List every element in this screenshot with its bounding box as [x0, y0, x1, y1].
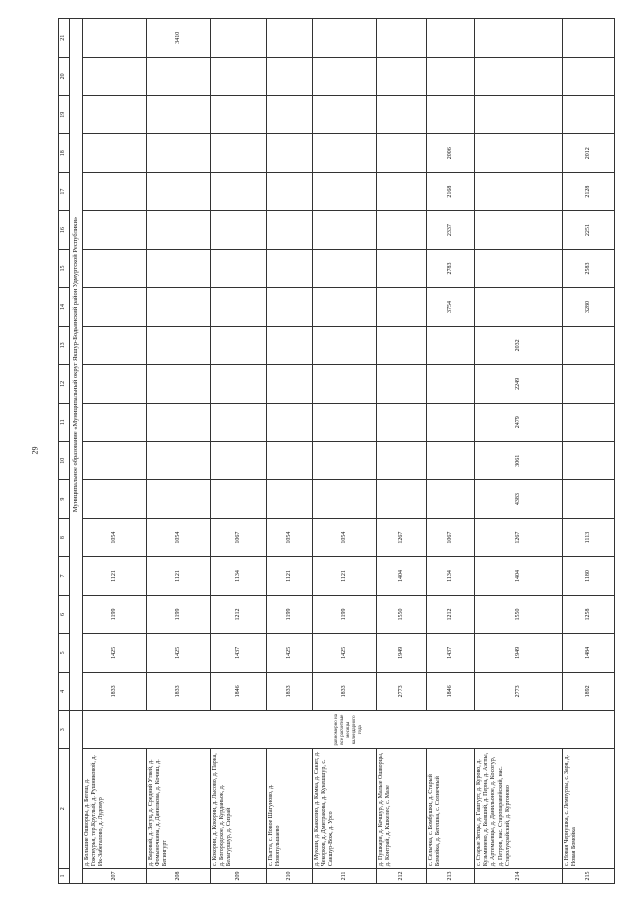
value-cell-col-18 — [267, 134, 313, 172]
value-cell-col-11 — [267, 403, 313, 441]
value-cell-col-18 — [475, 134, 563, 172]
value-cell-col-15: 2583 — [563, 249, 615, 287]
value-cell-col-11 — [427, 403, 475, 441]
column-number-8: 8 — [59, 518, 70, 556]
value-cell-col-6: 1550 — [377, 595, 427, 633]
value-cell-col-7: 1121 — [147, 557, 211, 595]
row-id: 208 — [147, 869, 211, 884]
value-cell-col-10 — [267, 441, 313, 479]
value-cell-col-13 — [427, 326, 475, 364]
value-cell-col-8: 1113 — [563, 518, 615, 556]
table-row — [83, 19, 147, 884]
value-cell-col-7: 1121 — [267, 557, 313, 595]
row-id: 215 — [563, 869, 615, 884]
value-cell-col-11 — [147, 403, 211, 441]
value-cell-col-21 — [211, 19, 267, 58]
tariff-table — [58, 18, 615, 884]
value-cell-col-18 — [377, 134, 427, 172]
value-cell-col-13 — [563, 326, 615, 364]
value-cell-col-11: 2479 — [475, 403, 563, 441]
value-cell-col-8: 1054 — [147, 518, 211, 556]
value-cell-col-9 — [211, 480, 267, 518]
value-cell-col-17 — [313, 172, 377, 210]
value-cell-col-13 — [83, 326, 147, 364]
header-row — [59, 19, 70, 884]
value-cell-col-12 — [313, 365, 377, 403]
value-cell-col-4: 1833 — [267, 672, 313, 710]
value-cell-col-14 — [377, 288, 427, 326]
value-cell-col-14 — [211, 288, 267, 326]
value-cell-col-15 — [147, 249, 211, 287]
value-cell-col-16 — [211, 211, 267, 249]
value-cell-col-16 — [83, 211, 147, 249]
value-cell-col-15 — [313, 249, 377, 287]
value-cell-col-7: 1134 — [211, 557, 267, 595]
settlements-cell: д. Мукши, д. Кааколио, д. Камка, д. Сакит, д. Чекорков, д. Дмитракова, д. Кукешшур, с. Сакшур-Вож, д. Урсо — [313, 749, 377, 869]
value-cell-col-11 — [313, 403, 377, 441]
value-cell-col-5: 1484 — [563, 634, 615, 672]
column-number-13: 13 — [59, 326, 70, 364]
value-cell-col-12 — [427, 365, 475, 403]
row-id: 209 — [211, 869, 267, 884]
value-cell-col-5: 1425 — [313, 634, 377, 672]
column-number-9: 9 — [59, 480, 70, 518]
column-number-18: 18 — [59, 134, 70, 172]
value-cell-col-8: 1267 — [377, 518, 427, 556]
value-cell-col-13 — [377, 326, 427, 364]
value-cell-col-6: 1550 — [475, 595, 563, 633]
value-cell-col-12 — [377, 365, 427, 403]
value-cell-col-19 — [211, 96, 267, 134]
value-cell-col-13 — [211, 326, 267, 364]
value-cell-col-21 — [427, 19, 475, 58]
value-cell-col-4: 2773 — [475, 672, 563, 710]
value-cell-col-21 — [83, 19, 147, 58]
rotated-table-frame — [58, 18, 600, 884]
value-cell-col-7: 1180 — [563, 557, 615, 595]
table-row — [427, 19, 475, 884]
value-cell-col-14 — [313, 288, 377, 326]
value-cell-col-21 — [475, 19, 563, 58]
value-cell-col-20 — [147, 57, 211, 95]
value-cell-col-16 — [377, 211, 427, 249]
value-cell-col-17 — [475, 172, 563, 210]
column-number-10: 10 — [59, 441, 70, 479]
value-cell-col-15 — [377, 249, 427, 287]
distribution-note: равномерно на все расчетные месяцы календарного года — [83, 711, 615, 749]
value-cell-col-18 — [313, 134, 377, 172]
value-cell-col-17 — [211, 172, 267, 210]
value-cell-col-14: 3754 — [427, 288, 475, 326]
value-cell-col-4: 1892 — [563, 672, 615, 710]
value-cell-col-10 — [563, 441, 615, 479]
value-cell-col-5: 1425 — [83, 634, 147, 672]
value-cell-col-18: 2006 — [427, 134, 475, 172]
value-cell-col-10 — [147, 441, 211, 479]
value-cell-col-7: 1121 — [83, 557, 147, 595]
value-cell-col-20 — [267, 57, 313, 95]
value-cell-col-17 — [267, 172, 313, 210]
value-cell-col-10 — [313, 441, 377, 479]
value-cell-col-9 — [427, 480, 475, 518]
value-cell-col-8: 1054 — [313, 518, 377, 556]
column-number-5: 5 — [59, 634, 70, 672]
table-row — [313, 19, 377, 884]
row-id: 213 — [427, 869, 475, 884]
value-cell-col-15 — [475, 249, 563, 287]
settlements-cell: с. Старые Зятцы, д. Гашгурт, д. Курово, д. Кузьминено, д. Бывший, д. Перна, д. Аэгпы, д. Артемьевцы, д. Данильоное, д. Косогур, д. Петров, нас. Старопаравейский, нас. Старолукрайский, д. Кургоново — [475, 749, 563, 869]
value-cell-col-20 — [211, 57, 267, 95]
settlements-cell: д. Варовай, д. Зегуц, д. Средний Утвей, д. Фомыночкина, д. Данилкова, д. Кочиш, д. Бегингурт — [147, 749, 211, 869]
value-cell-col-8: 1054 — [83, 518, 147, 556]
value-cell-col-14 — [267, 288, 313, 326]
column-number-3: 3 — [59, 711, 70, 749]
value-cell-col-16: 2337 — [427, 211, 475, 249]
value-cell-col-12: 2249 — [475, 365, 563, 403]
value-cell-col-19 — [475, 96, 563, 134]
column-number-12: 12 — [59, 365, 70, 403]
value-cell-col-5: 1949 — [377, 634, 427, 672]
value-cell-col-14 — [147, 288, 211, 326]
value-cell-col-13 — [313, 326, 377, 364]
value-cell-col-9 — [147, 480, 211, 518]
value-cell-col-10: 3061 — [475, 441, 563, 479]
value-cell-col-13: 2032 — [475, 326, 563, 364]
column-number-2: 2 — [59, 749, 70, 869]
value-cell-col-12 — [267, 365, 313, 403]
value-cell-col-19 — [563, 96, 615, 134]
column-number-19: 19 — [59, 96, 70, 134]
row-id: 212 — [377, 869, 427, 884]
settlements-cell: д. Большие Ошворцы, д. Бегеш, д. Гожтнурья, тер.Круглый, д. Рушниковой, д. Ик-Забегалово, д. Лудомур — [83, 749, 147, 869]
value-cell-col-19 — [83, 96, 147, 134]
value-cell-col-14 — [475, 288, 563, 326]
value-cell-col-11 — [83, 403, 147, 441]
row-id: 211 — [313, 869, 377, 884]
value-cell-col-5: 1949 — [475, 634, 563, 672]
value-cell-col-14: 3280 — [563, 288, 615, 326]
settlements-cell: с. Пыгта, с. Новое Шагуново, д. Новопульшаево — [267, 749, 313, 869]
value-cell-col-20 — [563, 57, 615, 95]
value-cell-col-15 — [83, 249, 147, 287]
value-cell-col-7: 1134 — [427, 557, 475, 595]
value-cell-col-7: 1121 — [313, 557, 377, 595]
value-cell-col-8: 1054 — [267, 518, 313, 556]
value-cell-col-10 — [427, 441, 475, 479]
value-cell-col-16 — [313, 211, 377, 249]
value-cell-col-16 — [147, 211, 211, 249]
table-row — [377, 19, 427, 884]
row-id: 214 — [475, 869, 563, 884]
value-cell-col-10 — [83, 441, 147, 479]
row-id: 207 — [83, 869, 147, 884]
table-row — [147, 19, 211, 884]
section-row — [70, 19, 83, 884]
value-cell-col-4: 2773 — [377, 672, 427, 710]
value-cell-col-12 — [147, 365, 211, 403]
value-cell-col-6: 1199 — [267, 595, 313, 633]
value-cell-col-6: 1199 — [313, 595, 377, 633]
column-number-20: 20 — [59, 57, 70, 95]
table-row — [563, 19, 615, 884]
settlements-cell: д. Пушкари, д. Кечшур, д. Малые Ошворцы, д. Контрай, д. Кшкелес, с. Мазе — [377, 749, 427, 869]
column-number-1: 1 — [59, 869, 70, 884]
value-cell-col-16 — [475, 211, 563, 249]
value-cell-col-6: 1212 — [211, 595, 267, 633]
column-number-14: 14 — [59, 288, 70, 326]
column-number-4: 4 — [59, 672, 70, 710]
value-cell-col-6: 1212 — [427, 595, 475, 633]
value-cell-col-19 — [147, 96, 211, 134]
value-cell-col-12 — [83, 365, 147, 403]
value-cell-col-20 — [427, 57, 475, 95]
value-cell-col-15 — [211, 249, 267, 287]
section-title: Муниципальное образование «Муниципальный округ Якшур-Бодьинский район Удмуртской Республики» — [70, 19, 83, 711]
value-cell-col-17: 2168 — [427, 172, 475, 210]
value-cell-col-5: 1437 — [427, 634, 475, 672]
table-row — [267, 19, 313, 884]
value-cell-col-21: 3410 — [147, 19, 211, 58]
column-number-15: 15 — [59, 249, 70, 287]
value-cell-col-20 — [83, 57, 147, 95]
value-cell-col-21 — [563, 19, 615, 58]
column-number-6: 6 — [59, 595, 70, 633]
value-cell-col-15 — [267, 249, 313, 287]
value-cell-col-9 — [83, 480, 147, 518]
value-cell-col-4: 1846 — [211, 672, 267, 710]
value-cell-col-11 — [211, 403, 267, 441]
value-cell-col-9 — [563, 480, 615, 518]
value-cell-col-21 — [267, 19, 313, 58]
value-cell-col-13 — [147, 326, 211, 364]
value-cell-col-8: 1067 — [211, 518, 267, 556]
value-cell-col-14 — [83, 288, 147, 326]
value-cell-col-8: 1267 — [475, 518, 563, 556]
value-cell-col-9 — [267, 480, 313, 518]
value-cell-col-5: 1437 — [211, 634, 267, 672]
table-body — [59, 19, 615, 884]
value-cell-col-17 — [147, 172, 211, 210]
value-cell-col-16: 2251 — [563, 211, 615, 249]
column-number-17: 17 — [59, 172, 70, 210]
value-cell-col-5: 1425 — [267, 634, 313, 672]
value-cell-col-4: 1833 — [313, 672, 377, 710]
value-cell-col-21 — [313, 19, 377, 58]
value-cell-col-19 — [313, 96, 377, 134]
value-cell-col-18 — [83, 134, 147, 172]
value-cell-col-21 — [377, 19, 427, 58]
section-blank — [70, 711, 83, 884]
value-cell-col-20 — [313, 57, 377, 95]
column-number-21: 21 — [59, 19, 70, 58]
value-cell-col-6: 1199 — [147, 595, 211, 633]
value-cell-col-20 — [475, 57, 563, 95]
settlements-cell: с. Кокорни, д. Кокорни, д. Лысово, д. Парка, д. Богородское, д. Курданьок, д. Белагуршур, д. Сизрай — [211, 749, 267, 869]
value-cell-col-18 — [211, 134, 267, 172]
value-cell-col-9 — [377, 480, 427, 518]
value-cell-col-13 — [267, 326, 313, 364]
value-cell-col-12 — [563, 365, 615, 403]
value-cell-col-20 — [377, 57, 427, 95]
value-cell-col-4: 1846 — [427, 672, 475, 710]
value-cell-col-19 — [267, 96, 313, 134]
value-cell-col-4: 1833 — [147, 672, 211, 710]
value-cell-col-7: 1404 — [377, 557, 427, 595]
value-cell-col-9 — [313, 480, 377, 518]
value-cell-col-4: 1833 — [83, 672, 147, 710]
value-cell-col-11 — [563, 403, 615, 441]
value-cell-col-7: 1404 — [475, 557, 563, 595]
value-cell-col-18: 2012 — [563, 134, 615, 172]
page-number: 29 — [30, 446, 40, 455]
settlements-cell: с. Селычка, с. Бомбушки, д. Старый Бомойка, д. Бегешка, с. Солнечный — [427, 749, 475, 869]
value-cell-col-19 — [427, 96, 475, 134]
value-cell-col-18 — [147, 134, 211, 172]
row-id: 210 — [267, 869, 313, 884]
value-cell-col-12 — [211, 365, 267, 403]
value-cell-col-16 — [267, 211, 313, 249]
value-cell-col-11 — [377, 403, 427, 441]
value-cell-col-17: 2128 — [563, 172, 615, 210]
value-cell-col-10 — [377, 441, 427, 479]
table-row — [211, 19, 267, 884]
column-number-11: 11 — [59, 403, 70, 441]
column-number-7: 7 — [59, 557, 70, 595]
value-cell-col-6: 1199 — [83, 595, 147, 633]
value-cell-col-17 — [377, 172, 427, 210]
value-cell-col-19 — [377, 96, 427, 134]
value-cell-col-5: 1425 — [147, 634, 211, 672]
value-cell-col-15: 2783 — [427, 249, 475, 287]
value-cell-col-6: 1258 — [563, 595, 615, 633]
value-cell-col-9: 4383 — [475, 480, 563, 518]
value-cell-col-17 — [83, 172, 147, 210]
settlements-cell: с. Новая Чернушка, с. Лемпурзы, с. Заря, д. Новая Бомойка — [563, 749, 615, 869]
column-number-16: 16 — [59, 211, 70, 249]
table-row — [475, 19, 563, 884]
value-cell-col-10 — [211, 441, 267, 479]
value-cell-col-8: 1067 — [427, 518, 475, 556]
rotated-table-container — [58, 18, 600, 884]
